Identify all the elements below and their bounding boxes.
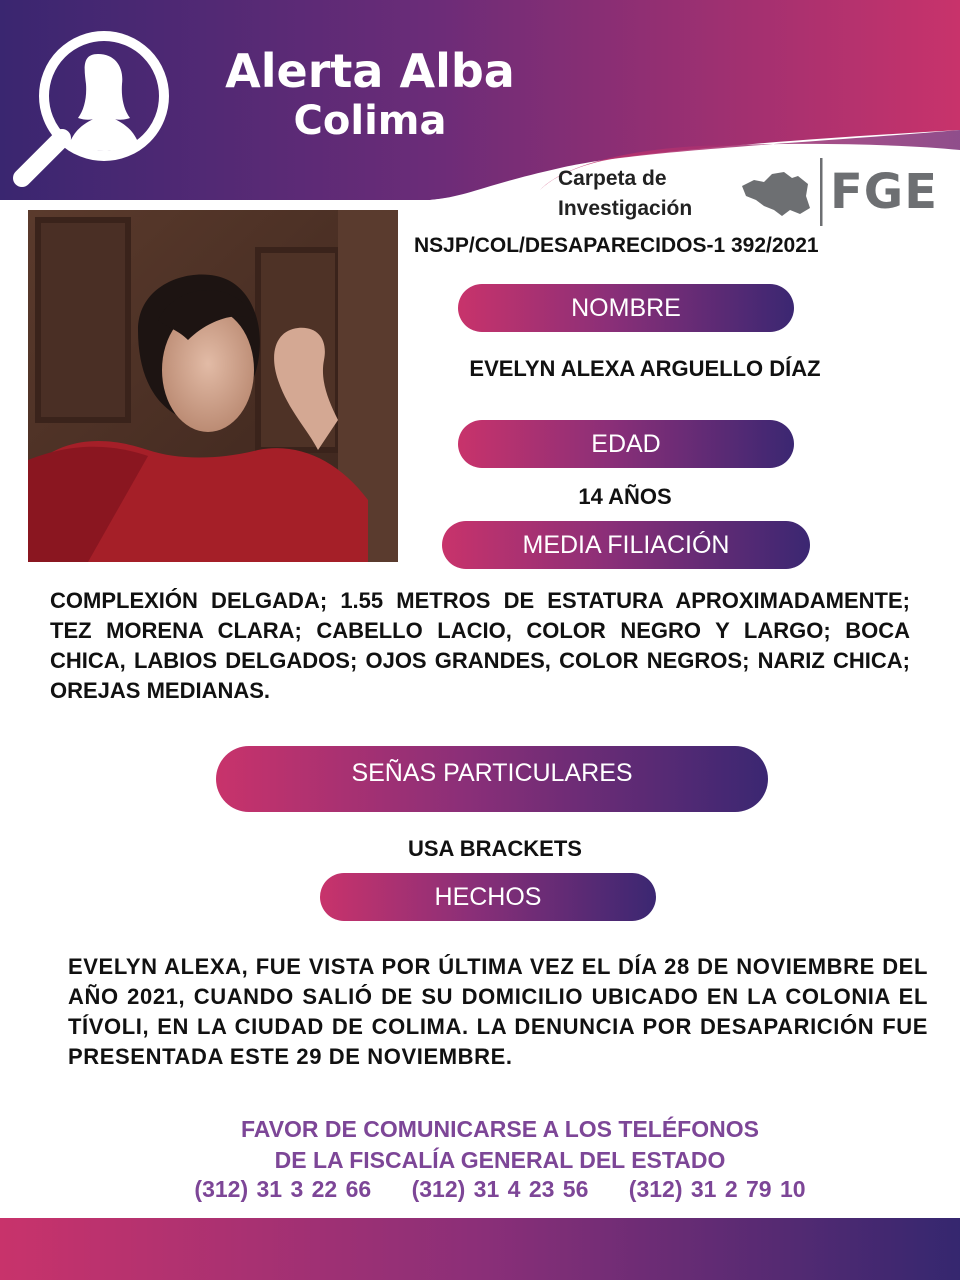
- phone-number[interactable]: (312) 31 3 22 66: [194, 1176, 372, 1202]
- hechos-label-pill: HECHOS: [320, 873, 656, 921]
- senas-value: USA BRACKETS: [408, 836, 582, 861]
- edad-label-pill: EDAD: [458, 420, 794, 468]
- magnifier-person-icon: [10, 18, 180, 188]
- footer-line2: DE LA FISCALÍA GENERAL DEL ESTADO: [274, 1147, 726, 1173]
- phone-number[interactable]: (312) 31 4 23 56: [411, 1176, 589, 1202]
- carpeta-number: NSJP/COL/DESAPARECIDOS-1 392/2021: [414, 234, 819, 257]
- missing-person-photo: [28, 210, 398, 562]
- media-filiacion-text: COMPLEXIÓN DELGADA; 1.55 METROS DE ESTATURA APROXIMADAMENTE; TEZ MORENA CLARA; CABELLO LACIO, COLOR NEGRO Y LARGO; BOCA CHICA, LABIOS DELGADOS; OJOS GRANDES, COLOR NEGROS; NARIZ CHICA; OREJAS MEDIANAS.: [50, 588, 910, 703]
- nombre-value: EVELYN ALEXA ARGUELLO DÍAZ: [469, 356, 821, 381]
- brand-title-line2: Colima: [293, 98, 447, 144]
- bottom-bar: [0, 1218, 960, 1280]
- brand-title: [200, 44, 540, 144]
- nombre-label-pill: NOMBRE: [458, 284, 794, 332]
- carpeta-label: [558, 164, 692, 224]
- footer-line1: FAVOR DE COMUNICARSE A LOS TELÉFONOS: [241, 1116, 759, 1142]
- fge-logo-text: FGE: [830, 164, 938, 220]
- edad-value: 14 AÑOS: [578, 484, 672, 509]
- carpeta-label-line2: Investigación: [558, 197, 693, 220]
- phone-number[interactable]: (312) 31 2 79 10: [628, 1176, 806, 1202]
- agency-logo: [738, 156, 938, 228]
- hechos-text: EVELYN ALEXA, FUE VISTA POR ÚLTIMA VEZ EL DÍA 28 DE NOVIEMBRE DEL AÑO 2021, CUANDO SALIÓ DE SU DOMICILIO UBICADO EN LA COLONIA EL TÍVOLI, EN LA CIUDAD DE COLIMA. LA DENUNCIA POR DESAPARICIÓN FUE PRESENTADA ESTE 29 DE NOVIEMBRE.: [68, 954, 928, 1069]
- carpeta-label-line1: Carpeta de: [558, 167, 667, 190]
- senas-label-pill: SEÑAS PARTICULARES: [216, 746, 768, 812]
- brand-title-line1: Alerta Alba: [225, 44, 515, 98]
- media-filiacion-label-pill: MEDIA FILIACIÓN: [442, 521, 810, 569]
- phone-list: [120, 1176, 880, 1203]
